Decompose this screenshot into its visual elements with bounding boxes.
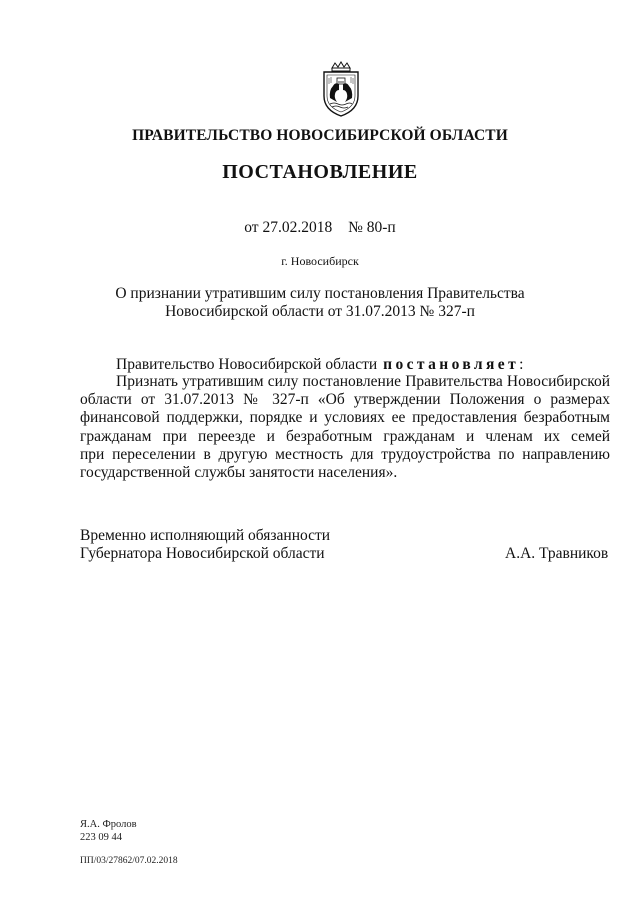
decree-body [80,373,610,482]
executor-phone: 223 09 44 [80,832,122,843]
decree-intro [116,356,523,374]
signatory-title-line: Временно исполняющий обязанности [80,527,331,544]
decree-word: постановляет [383,356,520,373]
document-code: ПП/03/27862/07.02.2018 [80,856,178,866]
subject-line: О признании утратившим силу постановления Правительства [115,285,525,302]
intro-text: Правительство Новосибирской области [116,356,378,373]
document-date: от 27.02.2018 [244,219,333,236]
subject-line: Новосибирской области от 31.07.2013 № 327-п [165,303,475,320]
executor-name: Я.А. Фролов [80,819,137,830]
document-number: № 80-п [348,219,396,236]
coat-of-arms-icon [316,60,366,118]
date-number-line [0,219,640,237]
organization-title: ПРАВИТЕЛЬСТВО НОВОСИБИРСКОЙ ОБЛАСТИ [132,127,508,144]
body-line: при переселении в другую местность для трудоустройства по направлению [80,445,610,463]
executor-info [80,818,137,844]
signatory-title [80,527,330,564]
body-line: Признать утратившим силу постановление Правительства Новосибирской [116,373,610,390]
signatory-name: А.А. Травников [505,545,609,562]
intro-colon: : [519,356,524,373]
signatory-title-line: Губернатора Новосибирской области [80,545,325,563]
body-line: гражданам при переезде и безработным гражданам и членам их семей [80,427,610,445]
document-type-title: ПОСТАНОВЛЕНИЕ [222,161,418,183]
document-subject [0,285,640,321]
city-line: г. Новосибирск [281,254,359,268]
body-line: государственной службы занятости населения». [80,463,398,481]
body-line: области от 31.07.2013 № 327-п «Об утверждении Положения о размерах [80,391,610,409]
body-line: финансовой поддержки, порядке и условиях ее предоставления безработным [80,409,610,427]
